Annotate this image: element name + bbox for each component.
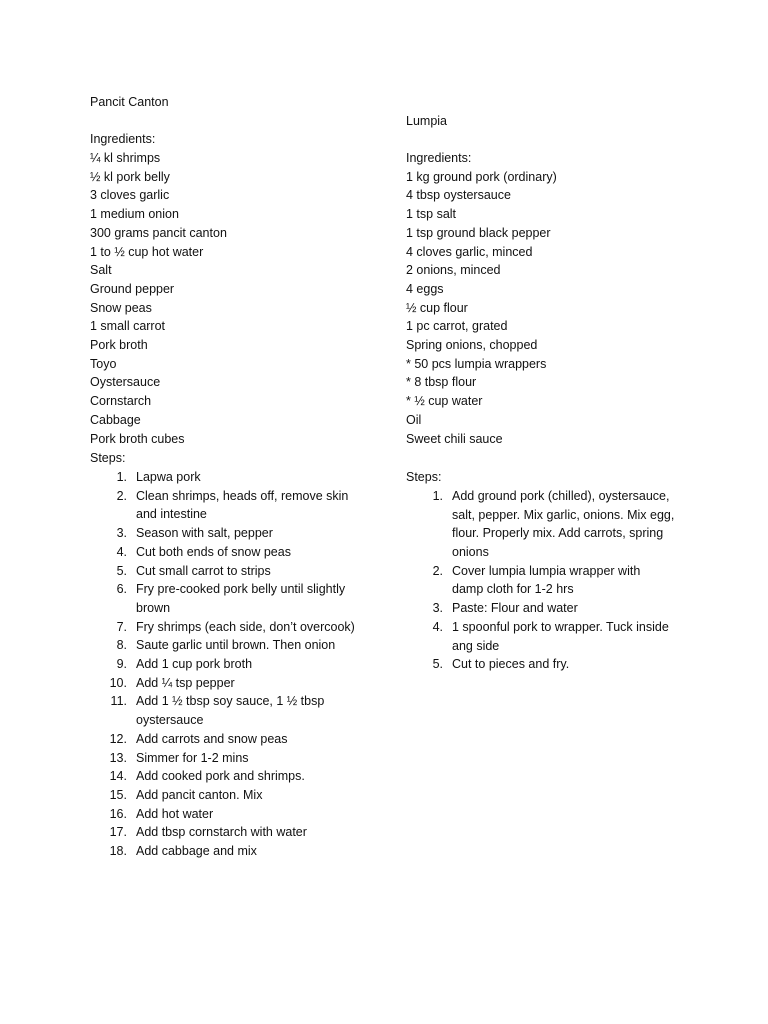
step-number: 13. bbox=[109, 750, 127, 765]
ingredient-item: 1 tsp salt bbox=[406, 207, 457, 222]
step-number: 1. bbox=[116, 470, 127, 484]
step-number: 16. bbox=[109, 806, 127, 821]
step-number: 2. bbox=[116, 488, 127, 503]
step-number: 7. bbox=[116, 619, 127, 634]
ingredient-item: 1 medium onion bbox=[90, 207, 179, 222]
step-number: 14. bbox=[109, 769, 127, 784]
step-number: 8. bbox=[116, 638, 127, 653]
step-number: 9. bbox=[116, 657, 127, 671]
step-text: Add tbsp cornstarch with water bbox=[136, 825, 307, 840]
step-number: 4. bbox=[116, 544, 127, 559]
step-text: Add ground pork (chilled), oystersauce, bbox=[452, 489, 670, 503]
ingredient-item: 2 onions, minced bbox=[406, 263, 501, 278]
step-text: and intestine bbox=[136, 507, 207, 522]
step-text: Lapwa pork bbox=[136, 470, 201, 484]
step-text: Add 1 ½ tbsp soy sauce, 1 ½ tbsp bbox=[136, 694, 325, 709]
step-text: Add pancit canton. Mix bbox=[136, 787, 263, 802]
step-text: Cover lumpia lumpia wrapper with bbox=[452, 563, 641, 578]
ingredient-item: 1 to ½ cup hot water bbox=[90, 244, 204, 259]
step-number: 6. bbox=[116, 582, 127, 597]
step-text: brown bbox=[136, 600, 171, 615]
ingredient-item: * 8 tbsp flour bbox=[406, 375, 477, 390]
recipe-title: Pancit Canton bbox=[90, 95, 169, 109]
step-text: Cut both ends of snow peas bbox=[136, 544, 291, 559]
step-number: 5. bbox=[116, 563, 127, 578]
step-text: oystersauce bbox=[136, 713, 204, 728]
ingredients-heading: Ingredients: bbox=[406, 151, 472, 165]
step-text: Fry pre-cooked pork belly until slightly bbox=[136, 582, 346, 597]
ingredient-item: 300 grams pancit canton bbox=[90, 225, 227, 240]
ingredient-item: * ½ cup water bbox=[406, 394, 483, 409]
ingredient-item: Cabbage bbox=[90, 412, 141, 427]
step-number: 10. bbox=[109, 675, 127, 690]
ingredient-item: Oil bbox=[406, 412, 422, 427]
step-number: 17. bbox=[109, 825, 127, 840]
ingredient-item: 1 kg ground pork (ordinary) bbox=[406, 169, 557, 184]
step-text: flour. Properly mix. Add carrots, spring bbox=[452, 526, 664, 541]
step-number: 5. bbox=[432, 657, 443, 672]
ingredient-item: 4 tbsp oystersauce bbox=[406, 188, 511, 203]
step-text: Clean shrimps, heads off, remove skin bbox=[136, 488, 349, 503]
step-text: Cut to pieces and fry. bbox=[452, 657, 570, 672]
ingredient-item: 3 cloves garlic bbox=[90, 188, 170, 203]
ingredient-item: ¼ kl shrimps bbox=[90, 151, 161, 165]
ingredient-item: Cornstarch bbox=[90, 394, 152, 409]
ingredient-item: Oystersauce bbox=[90, 375, 161, 390]
ingredient-item: Snow peas bbox=[90, 300, 152, 315]
step-text: Saute garlic until brown. Then onion bbox=[136, 638, 336, 653]
steps-heading: Steps: bbox=[90, 451, 126, 465]
step-number: 15. bbox=[109, 787, 127, 802]
ingredient-item: Sweet chili sauce bbox=[406, 431, 503, 446]
ingredient-item: ½ cup flour bbox=[406, 300, 468, 315]
step-text: Add 1 cup pork broth bbox=[136, 657, 253, 671]
step-text: Cut small carrot to strips bbox=[136, 563, 271, 578]
ingredient-item: Pork broth bbox=[90, 338, 148, 352]
step-text: salt, pepper. Mix garlic, onions. Mix egg, bbox=[452, 507, 675, 522]
step-number: 3. bbox=[116, 526, 127, 541]
ingredient-item: * 50 pcs lumpia wrappers bbox=[406, 356, 547, 371]
step-text: ang side bbox=[452, 638, 500, 653]
ingredient-item: Salt bbox=[90, 263, 112, 278]
step-number: 18. bbox=[109, 844, 127, 858]
step-text: 1 spoonful pork to wrapper. Tuck inside bbox=[452, 619, 669, 634]
ingredient-item: ½ kl pork belly bbox=[90, 169, 170, 184]
recipe-title: Lumpia bbox=[406, 114, 447, 128]
step-number: 4. bbox=[432, 619, 443, 634]
step-number: 11. bbox=[110, 694, 127, 709]
ingredient-item: Pork broth cubes bbox=[90, 431, 185, 446]
step-text: Add cooked pork and shrimps. bbox=[136, 769, 305, 784]
ingredient-item: 1 small carrot bbox=[90, 319, 166, 334]
step-text: onions bbox=[452, 545, 489, 560]
step-text: Simmer for 1-2 mins bbox=[136, 750, 249, 765]
ingredient-item: 1 pc carrot, grated bbox=[406, 319, 508, 334]
step-text: Fry shrimps (each side, don’t overcook) bbox=[136, 619, 355, 634]
ingredient-item: Ground pepper bbox=[90, 281, 175, 296]
ingredient-item: 4 cloves garlic, minced bbox=[406, 244, 533, 259]
step-number: 1. bbox=[432, 489, 443, 503]
steps-heading: Steps: bbox=[406, 470, 442, 484]
step-text: Add carrots and snow peas bbox=[136, 731, 288, 746]
ingredient-item: 1 tsp ground black pepper bbox=[406, 225, 551, 240]
ingredient-item: 4 eggs bbox=[406, 281, 444, 296]
ingredient-item: Spring onions, chopped bbox=[406, 338, 538, 352]
step-number: 2. bbox=[432, 563, 443, 578]
ingredient-item: Toyo bbox=[90, 356, 117, 371]
step-number: 3. bbox=[432, 601, 443, 616]
ingredients-heading: Ingredients: bbox=[90, 132, 156, 146]
step-text: Paste: Flour and water bbox=[452, 601, 578, 616]
step-text: Add hot water bbox=[136, 806, 214, 821]
step-text: damp cloth for 1-2 hrs bbox=[452, 582, 574, 597]
step-number: 12. bbox=[109, 731, 127, 746]
step-text: Add cabbage and mix bbox=[136, 844, 257, 858]
step-text: Season with salt, pepper bbox=[136, 526, 273, 541]
step-text: Add ¼ tsp pepper bbox=[136, 675, 235, 690]
